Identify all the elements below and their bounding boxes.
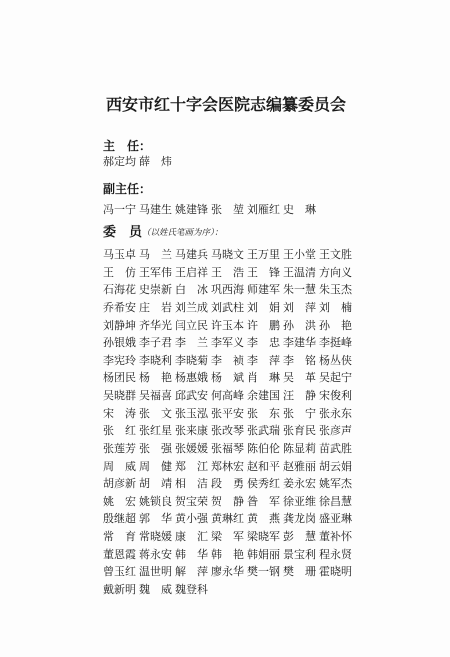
member-name: 李子君: [139, 336, 172, 350]
member-name: 杨惠娥: [175, 371, 208, 385]
member-name: 常 育: [103, 530, 136, 543]
member-name: 王文胜: [319, 248, 352, 261]
member-name: 刘 萍: [283, 300, 316, 314]
member-name: 梁 军: [211, 530, 244, 543]
member-name: 周 威: [103, 459, 136, 473]
member-name: 马 兰: [139, 248, 172, 261]
member-name: 汪 静: [283, 389, 316, 402]
member-name: 杨丛侠: [319, 353, 352, 367]
member-name: 段 勇: [211, 477, 244, 491]
member-name: 肖 琳: [247, 371, 280, 385]
member-name: 张武瑞: [247, 424, 280, 438]
member-name: 吴福喜: [139, 389, 172, 402]
deputy-director-names-list: [103, 201, 355, 219]
member-name: 程永贤: [319, 547, 352, 561]
member-name: 刘武柱: [211, 300, 244, 314]
member-name: 石海花: [103, 283, 136, 297]
member-name: 张永东: [319, 406, 352, 420]
member-name: 王 锋: [247, 265, 280, 279]
director-label: 主 任：: [103, 139, 152, 153]
member-name: 黄 燕: [247, 512, 280, 526]
member-name: 赵和平: [247, 459, 280, 473]
member-name: 李 忠: [247, 336, 280, 350]
member-name: 郭 华: [139, 512, 172, 526]
member-name: 张 红: [103, 424, 136, 438]
member-name: 姚 宏: [103, 494, 136, 508]
member-name: 王万里: [247, 248, 280, 261]
members-names-list: [103, 246, 355, 599]
member-name: 李 兰: [175, 336, 208, 350]
member-name: 李晓菊: [175, 353, 208, 367]
member-name: 解 萍: [175, 565, 208, 579]
member-name: 景宝利: [283, 547, 316, 561]
member-name: 樊 珊: [283, 565, 316, 579]
member-name: 相 洁: [175, 477, 208, 491]
deputy-director-name: 张 堃: [211, 203, 244, 216]
member-name: 王启祥: [175, 265, 208, 279]
member-name: 张红星: [139, 424, 172, 438]
member-name: 郑 江: [175, 459, 208, 473]
member-name: 巩西海: [211, 283, 244, 297]
member-name: 姚军杰: [319, 477, 352, 491]
member-name: 戴新明: [103, 582, 136, 596]
member-name: 李建华: [283, 336, 316, 350]
member-name: 殷继超: [103, 512, 136, 526]
member-name: 方向义: [319, 265, 352, 279]
member-name: 张平安: [211, 406, 244, 420]
member-name: 董恩霞: [103, 547, 136, 561]
member-name: 韩 华: [175, 547, 208, 561]
deputy-director-label: 副主任：: [103, 182, 152, 196]
member-name: 李宪玲: [103, 353, 136, 367]
member-name: 李 萍: [247, 353, 280, 367]
director-name: 薛 炜: [139, 155, 172, 168]
member-name: 韩娟丽: [247, 547, 280, 561]
member-name: 张 宁: [283, 406, 316, 420]
member-name: 刘 楠: [319, 300, 352, 314]
director-name: 郝定均: [103, 155, 136, 168]
member-name: 徐亚维: [283, 494, 316, 508]
member-name: 周 健: [139, 459, 172, 473]
member-name: 王 浩: [211, 265, 244, 279]
member-name: 孙 洪: [283, 318, 316, 332]
deputy-director-name: 刘雁红: [247, 203, 280, 216]
member-name: 彭 慧: [283, 530, 316, 543]
member-name: 张改琴: [211, 424, 244, 438]
member-name: 常晓媛: [139, 530, 172, 543]
member-name: 韩 艳: [211, 547, 244, 561]
member-name: 黄琳红: [211, 512, 244, 526]
member-name: 胡 靖: [139, 477, 172, 491]
member-name: 张来康: [175, 424, 208, 438]
member-name: 孙银娥: [103, 336, 136, 350]
member-name: 苗武胜: [319, 441, 352, 455]
deputy-director-name: 马建生: [139, 203, 172, 216]
director-names-list: [103, 153, 355, 171]
member-name: 李军义: [211, 336, 244, 350]
member-name: 张 文: [139, 406, 172, 420]
member-name: 李晓利: [139, 353, 172, 367]
member-name: 马晓文: [211, 248, 244, 261]
member-name: 史崇新: [139, 283, 172, 297]
member-name: 杨团民: [103, 371, 136, 385]
member-name: 贺 静: [211, 494, 244, 508]
member-name: 董补怀: [319, 530, 352, 543]
member-name: 张媛媛: [175, 441, 208, 455]
member-name: 陈显莉: [283, 441, 316, 455]
member-name: 马玉卓: [103, 248, 136, 261]
page-title: 西安市红十字会医院志编纂委员会: [105, 95, 346, 114]
member-name: 李挺峰: [319, 336, 352, 350]
member-name: 王 仿: [103, 265, 136, 279]
member-name: 余建国: [247, 389, 280, 402]
member-name: 吴起宁: [319, 371, 352, 385]
member-name: 乔希安: [103, 300, 136, 314]
member-name: 何高峰: [211, 389, 244, 402]
member-name: 胡彦新: [103, 477, 136, 491]
member-name: 霍晓明: [319, 565, 352, 579]
member-name: 张彦声: [319, 424, 352, 438]
member-name: 闫立民: [175, 318, 208, 332]
member-name: 曾玉红: [103, 565, 136, 579]
member-name: 朱一慧: [283, 283, 316, 297]
member-name: 胡云娟: [319, 459, 352, 473]
member-name: 龚龙岗: [283, 512, 316, 526]
member-name: 侯秀红: [247, 477, 280, 491]
member-name: 马建兵: [175, 248, 208, 261]
member-name: 郑林宏: [211, 459, 244, 473]
member-name: 张玉泓: [175, 406, 208, 420]
member-name: 王军伟: [139, 265, 172, 279]
member-name: 刘 娟: [247, 300, 280, 314]
member-name: 李 铭: [283, 353, 316, 367]
deputy-director-name: 史 琳: [283, 203, 316, 216]
member-name: 齐华光: [139, 318, 172, 332]
member-name: 庄 岩: [139, 300, 172, 314]
member-name: 廖永华: [211, 565, 244, 579]
member-name: 蒋永安: [139, 547, 172, 561]
member-name: 白 冰: [175, 283, 208, 297]
member-name: 樊一钢: [247, 565, 280, 579]
deputy-director-name: 冯一宁: [103, 203, 136, 216]
member-name: 陈伯伦: [247, 441, 280, 455]
member-name: 许 鹏: [247, 318, 280, 332]
members-label: 委 员: [103, 225, 143, 240]
member-name: 赵雅丽: [283, 459, 316, 473]
member-name: 姜永宏: [283, 477, 316, 491]
member-name: 朱玉杰: [319, 283, 352, 297]
member-name: 梁晓军: [247, 530, 280, 543]
member-name: 姚锁良: [139, 494, 172, 508]
member-name: 杨 斌: [211, 371, 244, 385]
member-name: 张莲芳: [103, 441, 136, 455]
member-name: 昝 军: [247, 494, 280, 508]
member-name: 张福琴: [211, 441, 244, 455]
member-name: 宋 涛: [103, 406, 136, 420]
member-name: 刘静坤: [103, 318, 136, 332]
member-name: 王温清: [283, 265, 316, 279]
member-name: 孙 艳: [319, 318, 352, 332]
member-name: 邱武安: [175, 389, 208, 402]
member-name: 徐昌慧: [319, 494, 352, 508]
member-name: 魏 威: [139, 582, 172, 596]
member-name: 李 祯: [211, 353, 244, 367]
deputy-director-name: 姚建锋: [175, 203, 208, 216]
member-name: 宋俊利: [319, 389, 352, 402]
member-name: 黄小强: [175, 512, 208, 526]
member-name: 杨 艳: [139, 371, 172, 385]
member-name: 王小堂: [283, 248, 316, 261]
member-name: 魏登科: [175, 582, 208, 596]
member-name: 温世明: [139, 565, 172, 579]
members-heading: [103, 224, 223, 242]
members-order-note: （以姓氏笔画为序）：: [142, 228, 223, 238]
member-name: 张 强: [139, 441, 172, 455]
member-name: 许玉本: [211, 318, 244, 332]
member-name: 刘兰成: [175, 300, 208, 314]
member-name: 张育民: [283, 424, 316, 438]
member-name: 师建军: [247, 283, 280, 297]
member-name: 盛亚琳: [319, 512, 352, 526]
member-name: 贺宝荣: [175, 494, 208, 508]
member-name: 吴 革: [283, 371, 316, 385]
member-name: 吴晓群: [103, 389, 136, 402]
member-name: 康 汇: [175, 530, 208, 543]
member-name: 张 东: [247, 406, 280, 420]
